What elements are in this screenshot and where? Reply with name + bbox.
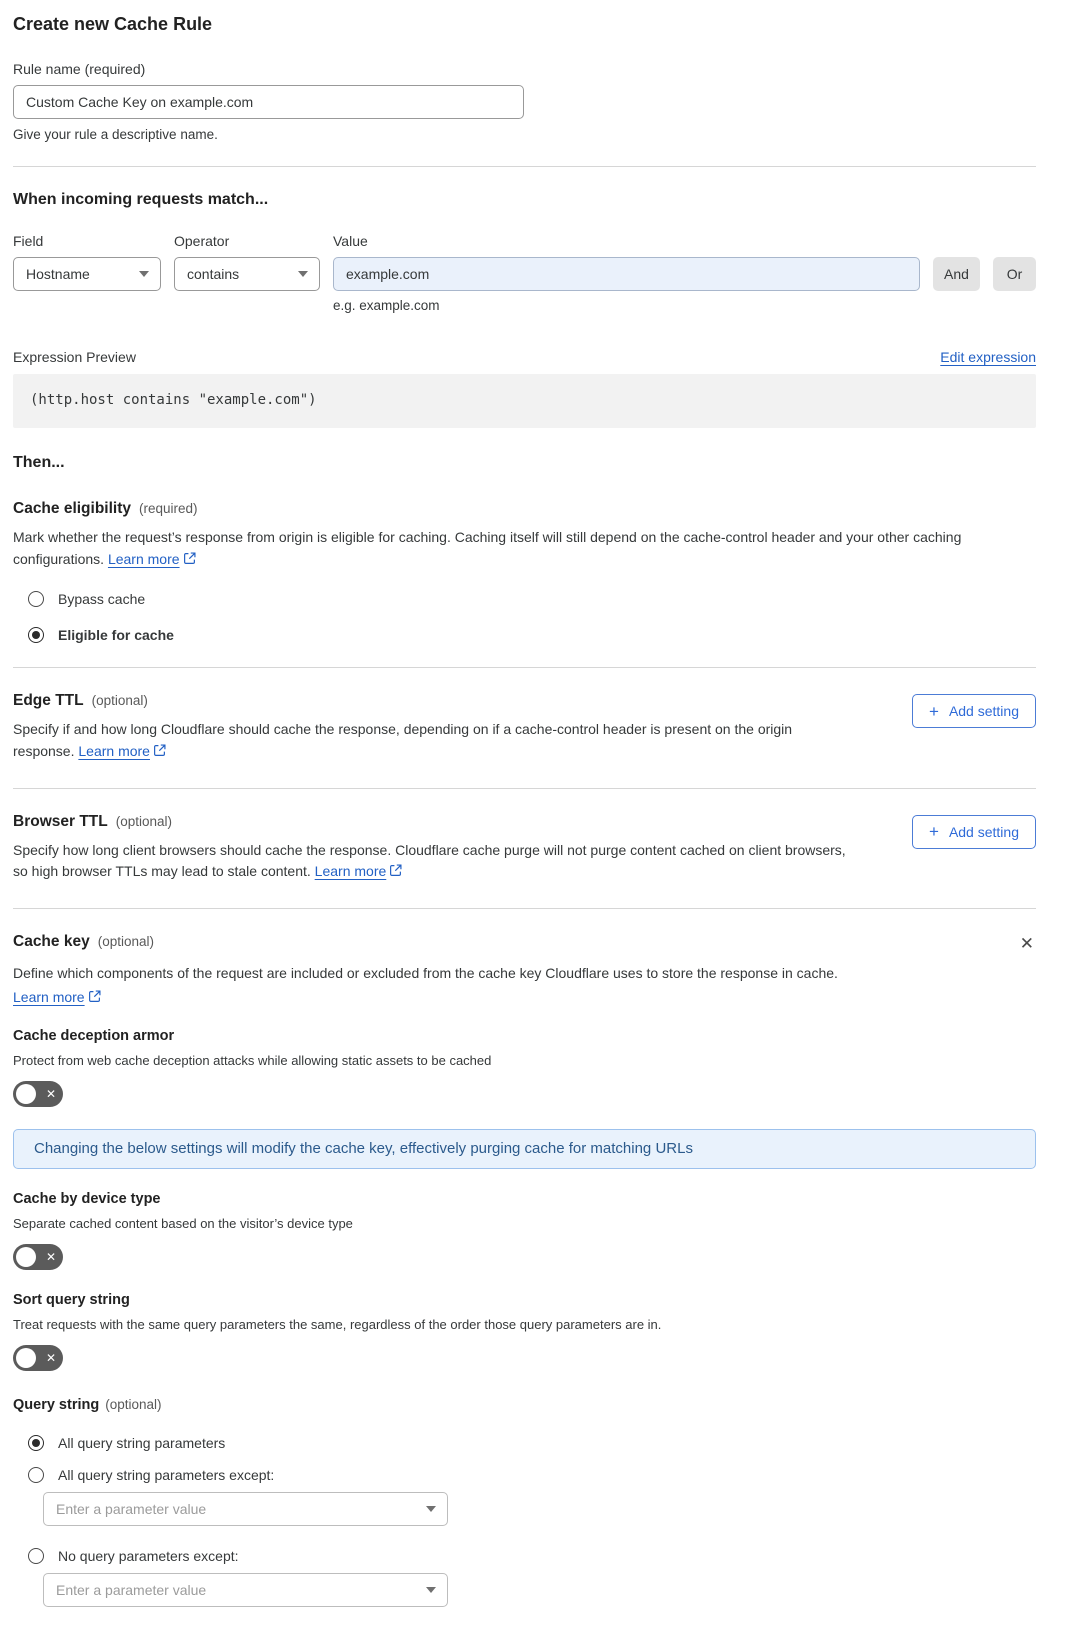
no-query-parameter-input[interactable]	[43, 1573, 448, 1607]
rule-name-helper: Give your rule a descriptive name.	[13, 127, 218, 142]
browser-ttl-title: Browser TTL	[13, 812, 108, 830]
chevron-down-icon	[426, 1587, 436, 1593]
radio-label: No query parameters except:	[58, 1547, 239, 1564]
radio-icon	[28, 591, 44, 607]
sort-query-string-title: Sort query string	[13, 1291, 130, 1308]
match-heading: When incoming requests match...	[13, 191, 269, 208]
field-select[interactable]	[13, 257, 161, 291]
except-parameter-input[interactable]	[43, 1492, 448, 1526]
sort-query-string-toggle[interactable]	[13, 1345, 63, 1371]
no-query-parameter-combobox[interactable]	[43, 1573, 448, 1607]
radio-icon	[28, 1435, 44, 1451]
toggle-off-x-icon: ✕	[45, 1249, 56, 1264]
eligibility-qualifier: (required)	[139, 501, 198, 516]
chevron-down-icon	[298, 271, 308, 277]
no-query-parameters-except-radio[interactable]	[28, 1548, 1036, 1564]
cache-key-learn-more-link[interactable]: Learn more	[13, 989, 101, 1005]
radio-icon	[28, 1548, 44, 1564]
query-string-title: Query string	[13, 1396, 100, 1413]
cache-key-info-banner: Changing the below settings will modify the cache key, effectively purging cache for matching URLs	[13, 1129, 1036, 1169]
radio-label: Bypass cache	[58, 591, 146, 608]
field-label: Field	[13, 233, 44, 249]
rule-name-group	[13, 61, 1036, 142]
browser-ttl-description: Specify how long client browsers should cache the response. Cloudflare cache purge will not purge content cached on client browsers, so high browser TTLs may lead to stale content. Learn more	[13, 840, 851, 884]
radio-label: All query string parameters	[58, 1434, 226, 1451]
operator-select[interactable]	[174, 257, 320, 291]
field-select-value: Hostname	[26, 266, 90, 282]
match-row	[13, 233, 1036, 313]
edge-ttl-title: Edge TTL	[13, 692, 84, 710]
page-title: Create new Cache Rule	[13, 14, 213, 34]
close-icon[interactable]: ✕	[1019, 934, 1034, 954]
toggle-off-x-icon: ✕	[45, 1350, 56, 1365]
divider	[13, 667, 1036, 668]
radio-icon	[28, 627, 44, 643]
expression-header	[13, 349, 1036, 365]
radio-label: Eligible for cache	[58, 627, 174, 644]
edge-ttl-qualifier: (optional)	[91, 693, 148, 709]
all-query-string-parameters-radio[interactable]	[28, 1435, 1036, 1451]
edge-ttl-learn-more-link[interactable]: Learn more	[78, 743, 166, 759]
then-heading: Then...	[13, 454, 65, 471]
browser-ttl-section	[13, 813, 1036, 884]
edge-ttl-section	[13, 692, 1036, 763]
operator-label: Operator	[174, 233, 230, 249]
cache-by-device-type-title: Cache by device type	[13, 1190, 161, 1207]
all-query-string-parameters-except-radio[interactable]	[28, 1467, 1036, 1483]
edit-expression-link[interactable]: Edit expression	[940, 349, 1036, 365]
expression-code: (http.host contains "example.com")	[13, 374, 1036, 428]
toggle-knob	[16, 1348, 36, 1368]
eligibility-description: Mark whether the request’s response from origin is eligible for caching. Caching itself will still depend on the cache-control header and your other caching configurations. Learn more	[13, 527, 1036, 571]
value-input[interactable]	[333, 257, 920, 291]
divider	[13, 788, 1036, 789]
toggle-knob	[16, 1084, 36, 1104]
edge-ttl-description: Specify if and how long Cloudflare should cache the response, depending on if a cache-control header is present on the origin response. Learn more	[13, 719, 851, 763]
cache-key-title: Cache key	[13, 933, 90, 951]
cache-by-device-type-toggle[interactable]	[13, 1244, 63, 1270]
except-parameter-combobox[interactable]	[43, 1492, 448, 1526]
cache-deception-armor-toggle[interactable]	[13, 1081, 63, 1107]
rule-name-label: Rule name (required)	[13, 61, 146, 77]
cache-key-section	[13, 933, 1036, 1607]
divider	[13, 166, 1036, 167]
and-button[interactable]: And	[933, 257, 980, 291]
value-label: Value	[333, 233, 368, 249]
plus-icon: +	[929, 822, 939, 842]
plus-icon: +	[929, 701, 939, 721]
or-button[interactable]: Or	[993, 257, 1036, 291]
cache-by-device-type-description: Separate cached content based on the visitor’s device type	[13, 1215, 353, 1231]
expression-preview-label: Expression Preview	[13, 349, 136, 365]
browser-ttl-qualifier: (optional)	[115, 813, 173, 829]
value-hint: e.g. example.com	[333, 298, 440, 313]
query-string-qualifier: (optional)	[105, 1396, 162, 1412]
eligibility-title: Cache eligibility	[13, 500, 132, 517]
browser-ttl-learn-more-link[interactable]: Learn more	[315, 863, 403, 879]
external-link-icon	[88, 990, 101, 1006]
chevron-down-icon	[139, 271, 149, 277]
edge-ttl-add-setting-button[interactable]: + Add setting	[912, 694, 1036, 728]
cache-deception-armor-title: Cache deception armor	[13, 1027, 175, 1044]
external-link-icon	[389, 862, 402, 884]
cache-key-qualifier: (optional)	[97, 934, 154, 950]
divider	[13, 908, 1036, 909]
eligible-for-cache-radio[interactable]	[28, 627, 1036, 643]
sort-query-string-description: Treat requests with the same query parameters the same, regardless of the order those query parameters are in.	[13, 1316, 662, 1332]
external-link-icon	[153, 742, 166, 764]
cache-eligibility-section	[13, 500, 1036, 643]
external-link-icon	[183, 550, 196, 572]
operator-select-value: contains	[187, 266, 240, 282]
chevron-down-icon	[426, 1506, 436, 1512]
browser-ttl-add-setting-button[interactable]: + Add setting	[912, 815, 1036, 849]
rule-name-input[interactable]	[13, 85, 524, 119]
cache-key-description: Define which components of the request are included or excluded from the cache key Cloudflare uses to store the response in cache.	[13, 965, 838, 982]
radio-label: All query string parameters except:	[58, 1466, 275, 1483]
toggle-knob	[16, 1247, 36, 1267]
bypass-cache-radio[interactable]	[28, 591, 1036, 607]
toggle-off-x-icon: ✕	[45, 1086, 56, 1101]
radio-icon	[28, 1467, 44, 1483]
cache-deception-armor-description: Protect from web cache deception attacks while allowing static assets to be cached	[13, 1052, 492, 1068]
eligibility-learn-more-link[interactable]: Learn more	[108, 551, 196, 567]
